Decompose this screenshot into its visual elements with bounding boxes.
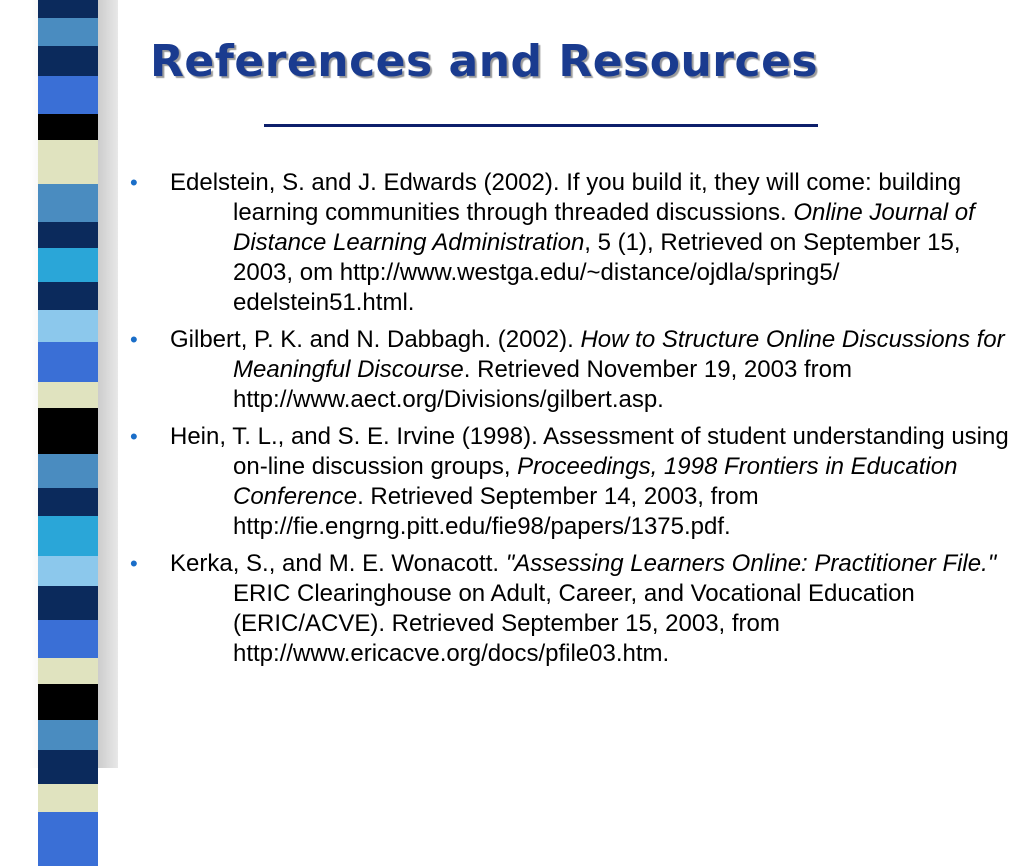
reference-item: [130, 168, 1010, 318]
reference-list: [130, 168, 1010, 676]
stripe-block: [38, 516, 98, 556]
bullet-icon: •: [130, 551, 138, 576]
stripe-block: [38, 784, 98, 812]
bullet-icon: •: [130, 170, 138, 195]
stripe-block: [38, 248, 98, 282]
stripe-block: [38, 454, 98, 488]
reference-item: [130, 325, 1010, 415]
stripe-block: [38, 18, 98, 46]
stripe-block: [38, 408, 98, 454]
stripe-block: [38, 0, 98, 18]
stripe-block: [38, 76, 98, 114]
bullet-icon: •: [130, 424, 138, 449]
stripe-block: [38, 114, 98, 140]
reference-details: . Retrieved November 19, 2003 from http://www.aect.org/Divisions/gilbert.asp.: [233, 356, 852, 413]
reference-text: Gilbert, P. K. and N. Dabbagh. (2002).: [170, 326, 581, 353]
reference-text: Edelstein, S. and J. Edwards (2002). If you build it, they will come: building learning communities through threaded discussions.: [170, 169, 962, 226]
reference-text: Kerka, S., and M. E. Wonacott.: [170, 550, 506, 577]
stripe-block: [38, 488, 98, 516]
reference-source-title: Proceedings, 1998 Frontiers in Education Conference: [233, 453, 958, 510]
stripe-block: [38, 586, 98, 620]
decorative-block-stripe: [38, 0, 98, 768]
stripe-block: [38, 46, 98, 76]
title-underline: [264, 124, 818, 127]
reference-source-title: How to Structure Online Discussions for Meaningful Discourse: [233, 326, 1005, 383]
bullet-icon: •: [130, 327, 138, 352]
stripe-block: [38, 140, 98, 184]
stripe-block: [38, 720, 98, 750]
slide-title: References and Resources: [150, 36, 819, 87]
reference-item: [130, 422, 1010, 542]
stripe-block: [38, 658, 98, 684]
reference-details: ERIC Clearinghouse on Adult, Career, and Vocational Education (ERIC/ACVE). Retrieved September 15, 2003, from http://www.ericacve.org/docs/pfile03.htm.: [233, 580, 915, 667]
reference-source-title: "Assessing Learners Online: Practitioner File.": [505, 550, 997, 577]
stripe-block: [38, 184, 98, 222]
reference-details: , 5 (1), Retrieved on September 15, 2003, om http://www.westga.edu/~distance/ojdla/spring5/ edelstein51.html.: [233, 229, 961, 316]
stripe-block: [38, 620, 98, 658]
stripe-block: [38, 382, 98, 408]
stripe-block: [38, 222, 98, 248]
stripe-block: [38, 684, 98, 720]
reference-text: Hein, T. L., and S. E. Irvine (1998). Assessment of student understanding using on-line discussion groups,: [170, 423, 1009, 480]
reference-source-title: Online Journal of Distance Learning Administration: [233, 199, 975, 256]
stripe-block: [38, 310, 98, 342]
stripe-block: [38, 556, 98, 586]
stripe-block: [38, 812, 98, 866]
stripe-block: [38, 282, 98, 310]
reference-item: [130, 549, 1010, 669]
stripe-block: [38, 342, 98, 382]
reference-details: . Retrieved September 14, 2003, from http://fie.engrng.pitt.edu/fie98/papers/1375.pdf.: [233, 483, 759, 540]
stripe-block: [38, 750, 98, 784]
